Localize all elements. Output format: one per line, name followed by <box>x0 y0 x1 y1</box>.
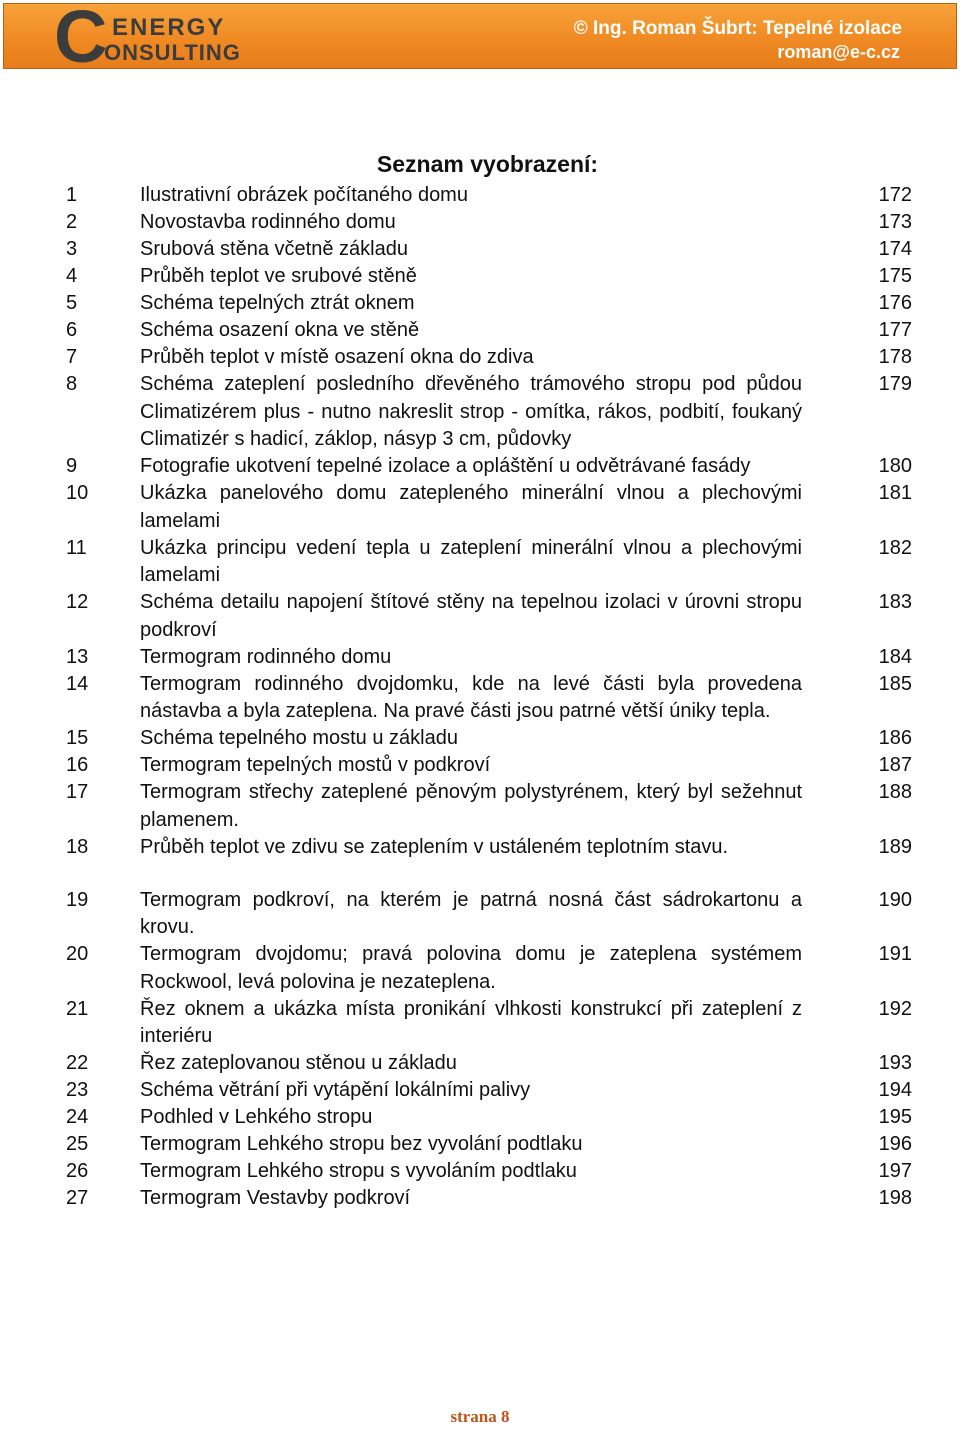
figure-page: 180 <box>878 455 912 477</box>
list-item <box>66 317 912 345</box>
figure-caption: Termogram dvojdomu; pravá polovina domu je zateplena systémem Rockwool, levá polovina je nezateplena. <box>140 943 802 993</box>
figure-page: 190 <box>878 888 912 911</box>
figure-caption: Schéma tepelných ztrát oknem <box>140 292 415 314</box>
figure-number: 4 <box>66 265 78 287</box>
figure-number: 14 <box>66 672 89 695</box>
list-item <box>66 236 912 264</box>
figure-caption: Fotografie ukotvení tepelné izolace a opláštění u odvětrávané fasády <box>140 455 751 477</box>
header-email: roman@e-c.cz <box>777 42 900 62</box>
figure-list <box>66 182 912 1212</box>
figure-page: 191 <box>878 943 912 965</box>
list-gap <box>66 861 912 887</box>
list-item <box>66 1185 912 1213</box>
figure-number: 9 <box>66 455 78 477</box>
header-author: © Ing. Roman Šubrt: Tepelné izolace <box>573 18 902 39</box>
figure-number: 2 <box>66 211 78 233</box>
figure-caption: Srubová stěna včetně základu <box>140 238 408 260</box>
figure-page: 186 <box>878 727 912 749</box>
list-item <box>66 779 912 834</box>
figure-number: 8 <box>66 373 78 395</box>
figure-page: 188 <box>878 781 912 803</box>
list-item <box>66 996 912 1051</box>
figure-caption: Termogram Lehkého stropu bez vyvolání podtlaku <box>140 1133 583 1155</box>
figure-page: 183 <box>878 591 912 613</box>
list-item <box>66 671 912 726</box>
figure-caption: Schéma tepelného mostu u základu <box>140 727 458 749</box>
figure-caption: Schéma detailu napojení štítové stěny na tepelnou izolaci v úrovni stropu podkroví <box>140 591 802 641</box>
figure-number: 10 <box>66 482 89 504</box>
figure-number: 27 <box>66 1187 89 1209</box>
page-header <box>3 0 957 78</box>
figure-number: 19 <box>66 888 89 911</box>
figure-caption: Průběh teplot v místě osazení okna do zdiva <box>140 346 534 368</box>
figure-number: 18 <box>66 835 89 858</box>
logo-consulting-text: ONSULTING <box>104 40 241 65</box>
figure-page: 176 <box>878 292 912 314</box>
figure-page: 182 <box>878 536 912 559</box>
figure-number: 12 <box>66 591 89 613</box>
list-item <box>66 834 912 862</box>
figure-caption: Podhled v Lehkého stropu <box>140 1106 373 1128</box>
figure-caption: Termogram rodinného dvojdomku, kde na levé části byla provedena nástavba a byla zateplena. Na pravé části jsou patrné větší úniky tepla. <box>140 672 802 722</box>
figure-caption: Schéma zateplení posledního dřevěného trámového stropu pod půdou Climatizérem plus - nutno nakreslit strop - omítka, rákos, podbití, foukaný Climatizér s hadicí, záklop, násyp 3 cm, půdovky <box>140 373 802 450</box>
list-item <box>66 644 912 672</box>
list-item <box>66 290 912 318</box>
page-title: Seznam vyobrazení: <box>376 151 599 177</box>
list-item <box>66 453 912 481</box>
list-item <box>66 1077 912 1105</box>
figure-page: 181 <box>878 482 912 504</box>
list-item <box>66 480 912 535</box>
figure-caption: Ilustrativní obrázek počítaného domu <box>140 184 468 206</box>
figure-caption: Termogram Vestavby podkroví <box>140 1187 411 1209</box>
figure-page: 189 <box>878 835 912 858</box>
figure-number: 25 <box>66 1133 89 1155</box>
figure-number: 11 <box>66 536 87 559</box>
figure-caption: Novostavba rodinného domu <box>140 211 396 233</box>
list-item <box>66 344 912 372</box>
figure-page: 172 <box>878 184 912 206</box>
figure-caption: Ukázka panelového domu zatepleného minerální vlnou a plechovými lamelami <box>140 482 802 532</box>
figure-page: 196 <box>878 1133 912 1155</box>
figure-page: 192 <box>878 997 912 1020</box>
figure-page: 175 <box>878 265 912 287</box>
figure-number: 16 <box>66 754 89 776</box>
logo-energy-text: ENERGY <box>112 14 226 41</box>
figure-number: 6 <box>66 319 78 341</box>
figure-page: 177 <box>878 319 912 341</box>
list-item <box>66 182 912 210</box>
figure-caption: Schéma osazení okna ve stěně <box>140 319 420 341</box>
list-item <box>66 941 912 996</box>
figure-caption: Termogram rodinného domu <box>140 645 392 668</box>
figure-number: 1 <box>66 184 78 206</box>
list-item <box>66 725 912 753</box>
figure-number: 3 <box>66 238 78 260</box>
figure-number: 21 <box>66 997 89 1020</box>
figure-number: 15 <box>66 727 89 749</box>
energy-consulting-logo <box>54 0 254 78</box>
figure-caption: Termogram podkroví, na kterém je patrná nosná část sádrokartonu a krovu. <box>140 888 802 938</box>
figure-page: 173 <box>878 211 912 233</box>
figure-page: 193 <box>878 1052 912 1074</box>
figure-number: 13 <box>66 645 89 668</box>
list-item <box>66 1104 912 1132</box>
list-item <box>66 263 912 291</box>
figure-caption: Termogram Lehkého stropu s vyvoláním podtlaku <box>140 1160 577 1182</box>
list-item <box>66 887 912 942</box>
figure-caption: Řez zateplovanou stěnou u základu <box>140 1052 457 1074</box>
list-item <box>66 209 912 237</box>
figure-number: 20 <box>66 943 89 965</box>
figure-caption: Termogram tepelných mostů v podkroví <box>140 754 491 776</box>
figure-caption: Řez oknem a ukázka místa pronikání vlhkosti konstrukcí při zateplení z interiéru <box>140 997 802 1047</box>
logo-letter-c: C <box>54 0 108 78</box>
figure-number: 17 <box>66 781 89 803</box>
figure-number: 5 <box>66 292 78 314</box>
page-number-footer: strana 8 <box>450 1407 510 1426</box>
figure-page: 197 <box>878 1160 912 1182</box>
list-item <box>66 1131 912 1159</box>
figure-page: 194 <box>878 1079 912 1101</box>
list-item <box>66 371 912 454</box>
figure-caption: Schéma větrání při vytápění lokálními palivy <box>140 1079 531 1101</box>
figure-caption: Průběh teplot ve srubové stěně <box>140 265 417 287</box>
figure-page: 174 <box>878 238 912 260</box>
figure-page: 179 <box>878 373 912 395</box>
list-item <box>66 535 912 590</box>
list-item <box>66 1050 912 1078</box>
list-item <box>66 589 912 644</box>
figure-caption: Ukázka principu vedení tepla u zateplení minerální vlnou a plechovými lamelami <box>140 536 802 586</box>
figure-number: 24 <box>66 1106 89 1128</box>
figure-caption: Termogram střechy zateplené pěnovým polystyrénem, který byl sežehnut plamenem. <box>140 781 802 831</box>
figure-number: 23 <box>66 1079 89 1101</box>
figure-number: 7 <box>66 346 78 368</box>
figure-page: 198 <box>878 1187 912 1209</box>
figure-page: 185 <box>878 672 912 695</box>
list-item <box>66 752 912 780</box>
figure-page: 184 <box>878 645 912 668</box>
figure-page: 195 <box>878 1106 912 1128</box>
list-item <box>66 1158 912 1186</box>
figure-caption: Průběh teplot ve zdivu se zateplením v ustáleném teplotním stavu. <box>140 835 729 858</box>
figure-page: 178 <box>878 346 912 368</box>
figure-page: 187 <box>878 754 912 776</box>
figure-number: 26 <box>66 1160 89 1182</box>
figure-number: 22 <box>66 1052 89 1074</box>
